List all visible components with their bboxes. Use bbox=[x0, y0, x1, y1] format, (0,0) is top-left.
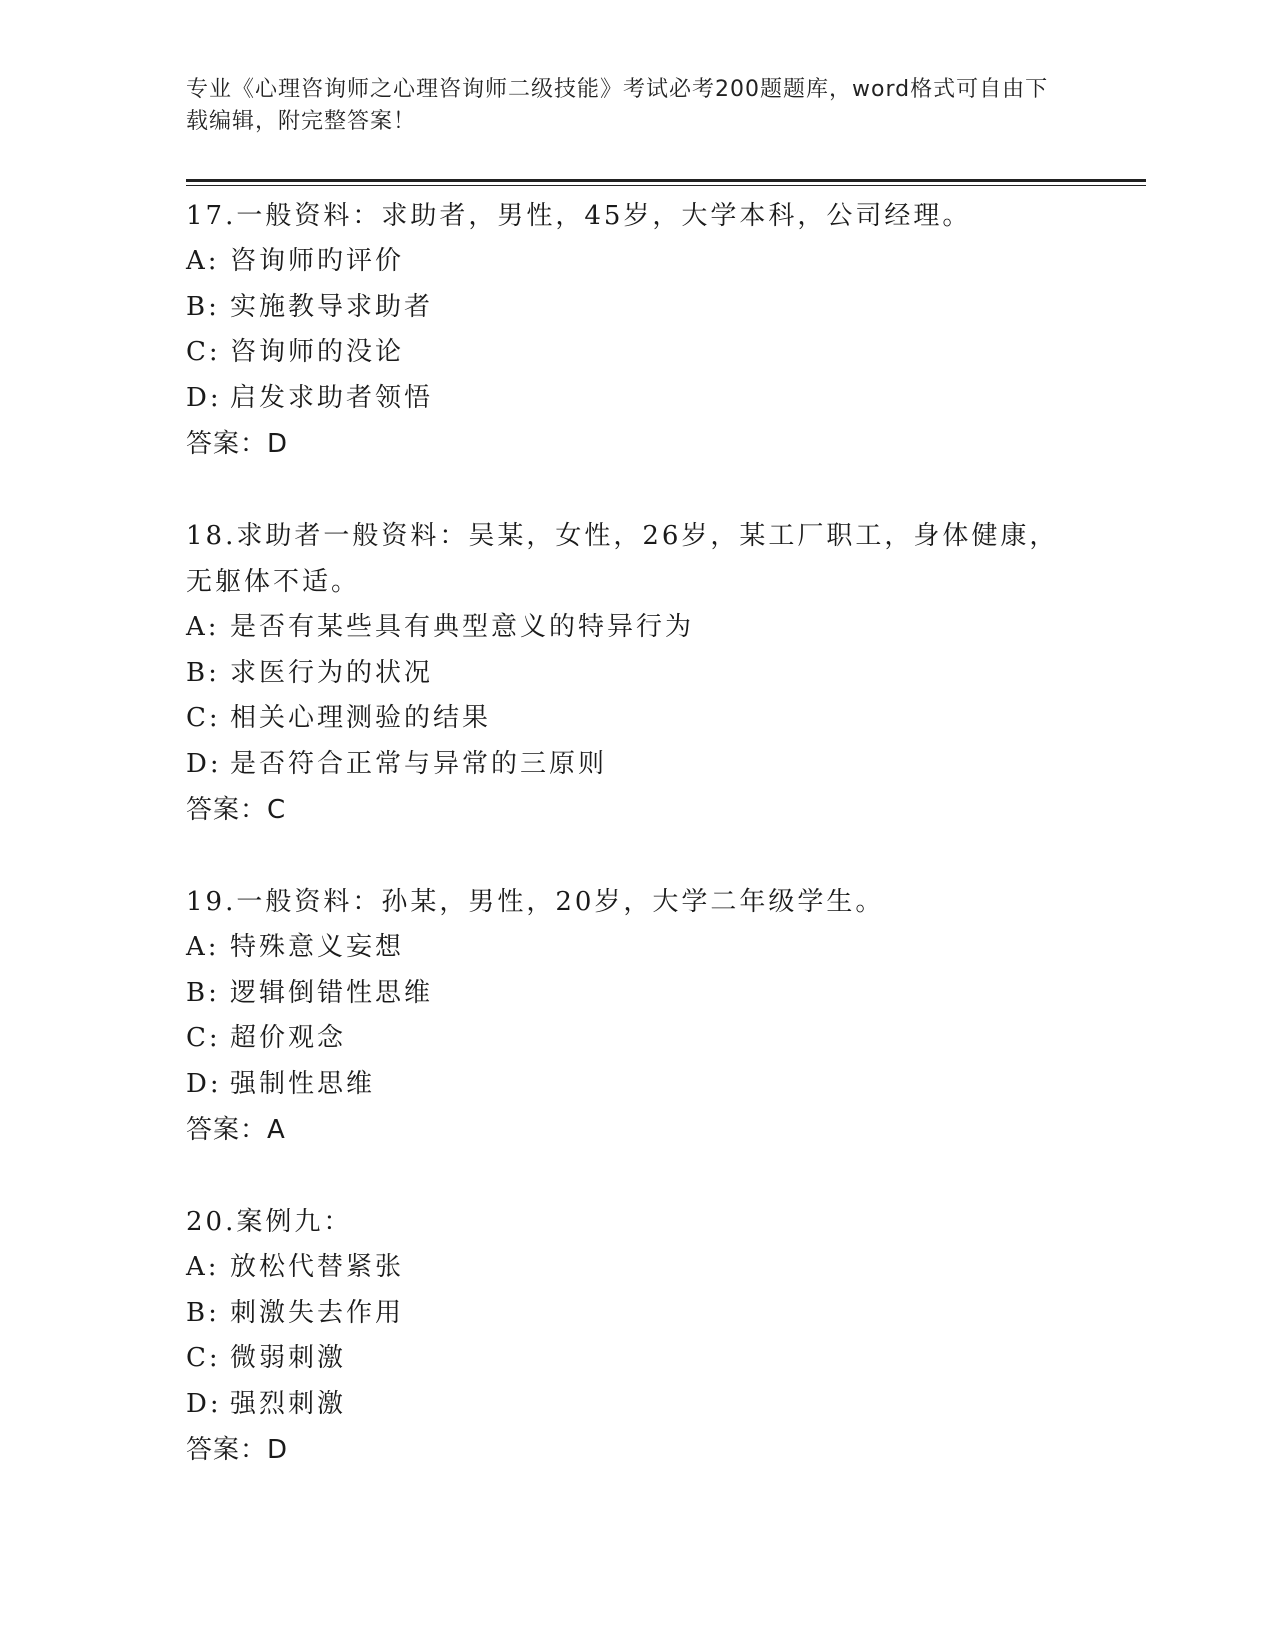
option-letter: C: bbox=[186, 1023, 221, 1053]
answer-line: 答案：C bbox=[186, 795, 287, 825]
header-divider-thin bbox=[186, 185, 1146, 186]
option-letter: D: bbox=[186, 1388, 222, 1419]
option-text: 强制性思维 bbox=[230, 1068, 376, 1099]
answer-line: 答案：D bbox=[186, 1435, 289, 1465]
option-letter: D: bbox=[186, 382, 222, 413]
option-d bbox=[186, 376, 1146, 422]
question-list bbox=[186, 193, 1146, 1519]
option-b bbox=[186, 285, 1146, 331]
option-text: 咨询师旳评价 bbox=[230, 246, 405, 276]
option-a bbox=[186, 925, 1146, 971]
option-text: 刺激失去作用 bbox=[230, 1297, 405, 1328]
option-text: 咨询师的没论 bbox=[230, 337, 405, 367]
question-stem: 19.一般资料：孙某，男性，20岁，大学二年级学生。 bbox=[186, 887, 885, 917]
option-b bbox=[186, 651, 1146, 697]
option-letter: B: bbox=[186, 1297, 220, 1328]
option-text: 超价观念 bbox=[230, 1023, 347, 1053]
option-text: 特殊意义妄想 bbox=[230, 932, 405, 962]
option-c bbox=[186, 1336, 1146, 1382]
option-c bbox=[186, 330, 1146, 376]
question-block bbox=[186, 879, 1146, 1153]
option-letter: C: bbox=[186, 703, 221, 733]
option-text: 逻辑倒错性思维 bbox=[230, 977, 434, 1008]
option-b bbox=[186, 971, 1146, 1017]
option-letter: A: bbox=[186, 612, 220, 642]
option-text: 放松代替紧张 bbox=[230, 1252, 405, 1282]
option-letter: D: bbox=[186, 1068, 222, 1099]
question-block bbox=[186, 193, 1146, 467]
option-a bbox=[186, 239, 1146, 285]
question-block bbox=[186, 1199, 1146, 1473]
option-text: 是否符合正常与异常的三原则 bbox=[230, 748, 608, 779]
option-d bbox=[186, 742, 1146, 788]
answer-line: 答案：D bbox=[186, 429, 289, 459]
option-text: 启发求助者领悟 bbox=[230, 382, 434, 413]
option-letter: B: bbox=[186, 977, 220, 1008]
option-d bbox=[186, 1062, 1146, 1108]
option-letter: B: bbox=[186, 291, 220, 322]
option-letter: B: bbox=[186, 657, 220, 688]
option-text: 相关心理测验的结果 bbox=[230, 703, 492, 733]
option-letter: C: bbox=[186, 337, 221, 367]
document-header: 专业《心理咨询师之心理咨询师二级技能》考试必考200题题库，word格式可自由下载编辑，附完整答案！ bbox=[186, 77, 1049, 134]
option-letter: A: bbox=[186, 932, 220, 962]
option-c bbox=[186, 696, 1146, 742]
question-stem: 18.求助者一般资料：吴某，女性，26岁，某工厂职工，身体健康，无躯体不适。 bbox=[186, 521, 1059, 597]
option-letter: A: bbox=[186, 1252, 220, 1282]
option-b bbox=[186, 1291, 1146, 1337]
option-text: 是否有某些具有典型意义的特异行为 bbox=[230, 612, 695, 642]
question-stem: 20.案例九： bbox=[186, 1207, 353, 1237]
question-block bbox=[186, 513, 1146, 833]
option-text: 微弱刺激 bbox=[230, 1343, 347, 1373]
option-letter: C: bbox=[186, 1343, 221, 1373]
document-page bbox=[186, 0, 1146, 1650]
option-a bbox=[186, 605, 1146, 651]
option-text: 实施教导求助者 bbox=[230, 291, 434, 322]
header-divider-thick bbox=[186, 179, 1146, 182]
option-letter: D: bbox=[186, 748, 222, 779]
option-letter: A: bbox=[186, 246, 220, 276]
answer-line: 答案：A bbox=[186, 1115, 286, 1145]
option-c bbox=[186, 1016, 1146, 1062]
option-text: 强烈刺激 bbox=[230, 1388, 347, 1419]
option-d bbox=[186, 1382, 1146, 1428]
option-text: 求医行为的状况 bbox=[230, 657, 434, 688]
option-a bbox=[186, 1245, 1146, 1291]
question-stem: 17.一般资料：求助者，男性，45岁，大学本科，公司经理。 bbox=[186, 201, 972, 231]
